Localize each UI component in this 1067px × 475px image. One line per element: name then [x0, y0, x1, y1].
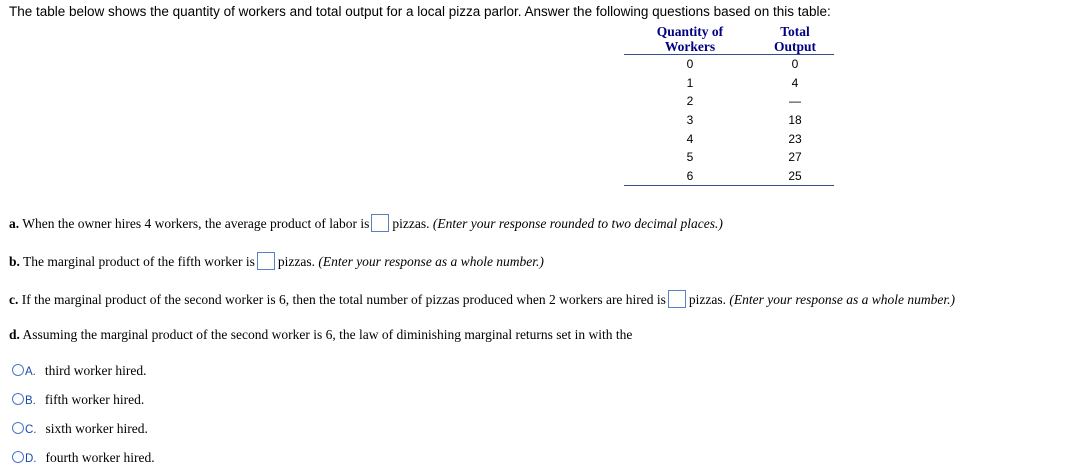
cell-workers: 4 [686, 131, 694, 146]
question-c [9, 290, 955, 309]
question-b-label: b. [9, 254, 20, 269]
question-c-note: (Enter your response as a whole number.) [729, 292, 956, 307]
cell-workers: 1 [686, 75, 694, 90]
option-c-text: sixth worker hired. [45, 421, 148, 436]
workers-output-table [624, 24, 834, 186]
answer-b-input[interactable] [257, 252, 275, 270]
option-a-radio[interactable] [12, 364, 24, 376]
cell-output: 25 [756, 167, 834, 186]
question-a-unit: pizzas. [392, 216, 430, 231]
cell-output: 27 [788, 150, 802, 165]
option-d-text: fourth worker hired. [45, 450, 155, 465]
cell-workers: 5 [686, 150, 694, 165]
header-quantity-line2: Workers [664, 39, 716, 54]
answer-a-input[interactable] [371, 214, 389, 232]
table-row [624, 129, 834, 148]
question-b-unit: pizzas. [277, 254, 315, 269]
option-a[interactable] [12, 363, 146, 380]
table-row [624, 111, 834, 130]
option-c-letter: C. [25, 424, 37, 436]
cell-workers: 2 [686, 94, 694, 109]
cell-output: 4 [791, 75, 799, 90]
cell-output: 0 [791, 57, 799, 72]
option-c-radio[interactable] [12, 422, 24, 434]
question-b [9, 252, 544, 271]
table-row [624, 74, 834, 93]
cell-workers: 3 [686, 113, 694, 128]
question-intro: The table below shows the quantity of workers and total output for a local pizza parlor. Answer the following questions based on this table: [9, 4, 831, 19]
table-header-row [624, 24, 834, 55]
header-output-line1: Total [780, 24, 810, 39]
question-a-note: (Enter your response rounded to two decimal places.) [432, 216, 723, 231]
question-d-text: Assuming the marginal product of the second worker is 6, the law of diminishing marginal returns set in with the [22, 327, 633, 342]
cell-output: 23 [788, 131, 802, 146]
option-a-text: third worker hired. [44, 363, 147, 378]
header-output-line2: Output [773, 39, 817, 54]
header-total-output [756, 24, 834, 55]
option-b[interactable] [12, 392, 144, 409]
table-row [624, 55, 834, 74]
table-row [624, 148, 834, 167]
question-a [9, 214, 723, 233]
cell-output: — [789, 94, 801, 109]
option-a-letter: A. [25, 366, 36, 378]
table-row [624, 167, 834, 186]
question-c-text: If the marginal product of the second worker is 6, then the total number of pizzas produced when 2 workers are hired is [21, 292, 666, 307]
cell-output: 18 [788, 113, 802, 128]
question-c-label: c. [9, 292, 19, 307]
option-d-radio[interactable] [12, 451, 24, 463]
question-b-note: (Enter your response as a whole number.) [318, 254, 544, 269]
question-d-label: d. [9, 327, 20, 342]
question-a-text: When the owner hires 4 workers, the average product of labor is [22, 216, 370, 231]
option-b-text: fifth worker hired. [44, 392, 145, 407]
option-d-letter: D. [25, 453, 37, 465]
option-b-radio[interactable] [12, 393, 24, 405]
question-d [9, 326, 632, 344]
table-row [624, 92, 834, 111]
option-c[interactable] [12, 421, 148, 438]
question-a-label: a. [9, 216, 20, 231]
cell-workers: 0 [686, 57, 694, 72]
header-quantity-line1: Quantity of [656, 24, 724, 39]
question-c-unit: pizzas. [688, 292, 727, 307]
option-d[interactable] [12, 450, 155, 467]
cell-workers: 6 [624, 167, 756, 186]
header-quantity-of-workers [624, 24, 756, 55]
question-b-text: The marginal product of the fifth worker is [23, 254, 255, 269]
answer-c-input[interactable] [668, 290, 686, 308]
option-b-letter: B. [25, 395, 36, 407]
